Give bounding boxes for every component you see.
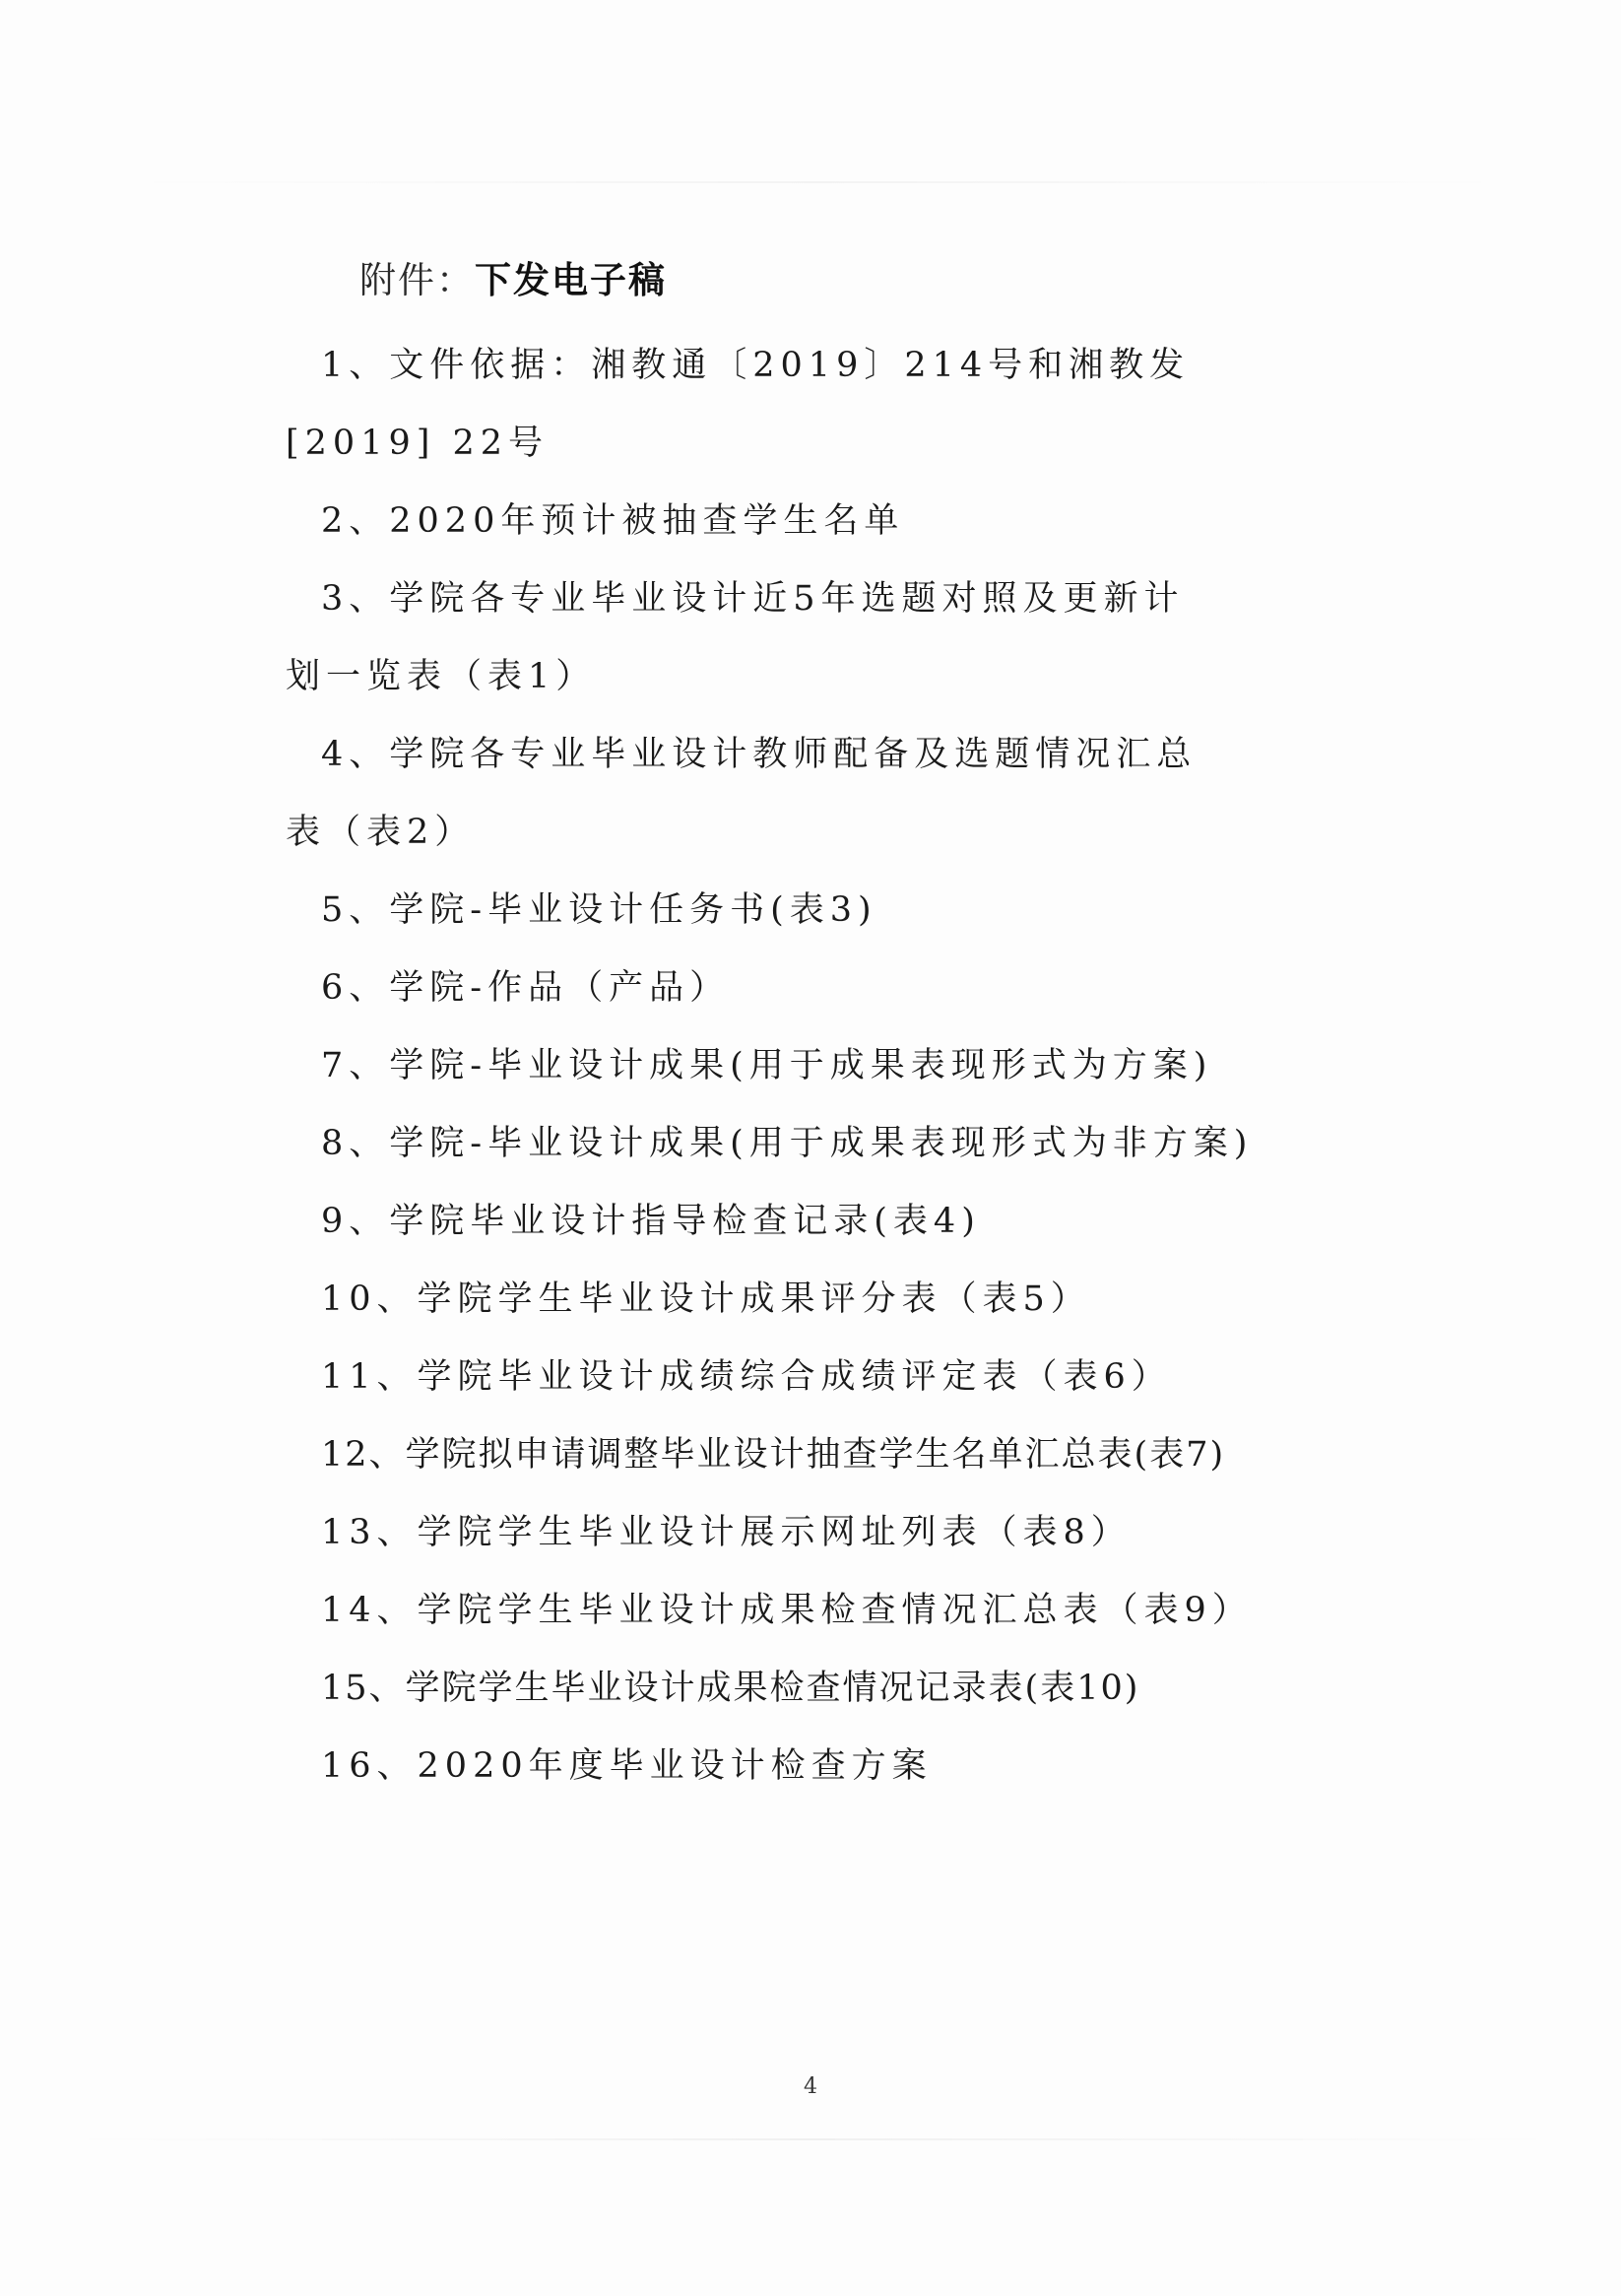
attachment-item-3: 3、学院各专业毕业设计近5年选题对照及更新计划一览表（表1） <box>286 579 1185 696</box>
attachment-item-10: 10、学院学生毕业设计成果评分表（表5） <box>321 1279 1091 1319</box>
attachment-item-7: 7、学院-毕业设计成果(用于成果表现形式为方案) <box>321 1046 1213 1085</box>
attachment-list <box>286 327 1254 1805</box>
attachment-item-14: 14、学院学生毕业设计成果检查情况汇总表（表9） <box>321 1591 1253 1630</box>
attachment-item-4: 4、学院各专业毕业设计教师配备及选题情况汇总表（表2） <box>286 735 1198 852</box>
page-number: 4 <box>804 2074 817 2099</box>
scan-edge-top <box>118 181 1517 183</box>
attachment-item-12: 12、学院拟申请调整毕业设计抽查学生名单汇总表(表7) <box>321 1435 1226 1475</box>
attachment-title: 下发电子稿 <box>475 258 667 301</box>
attachment-item-8: 8、学院-毕业设计成果(用于成果表现形式为非方案) <box>321 1124 1254 1163</box>
attachment-item-15: 15、学院学生毕业设计成果检查情况记录表(表10) <box>321 1669 1140 1708</box>
attachment-heading <box>359 250 667 310</box>
attachment-item-13: 13、学院学生毕业设计展示网址列表（表8） <box>321 1513 1132 1552</box>
attachment-item-11: 11、学院毕业设计成绩综合成绩评定表（表6） <box>321 1357 1172 1397</box>
attachment-item-6: 6、学院-作品（产品） <box>321 968 731 1008</box>
attachment-label: 附件： <box>359 259 475 301</box>
attachment-item-9: 9、学院毕业设计指导检查记录(表4) <box>321 1202 981 1241</box>
attachment-item-5: 5、学院-毕业设计任务书(表3) <box>321 890 877 930</box>
attachment-item-1: 1、文件依据：湘教通〔2019〕214号和湘教发[2019] 22号 <box>286 346 1191 463</box>
attachment-item-16: 16、2020年度毕业设计检查方案 <box>321 1746 933 1786</box>
attachment-item-2: 2、2020年预计被抽查学生名单 <box>321 501 905 541</box>
scan-edge-bottom <box>59 2138 1566 2140</box>
